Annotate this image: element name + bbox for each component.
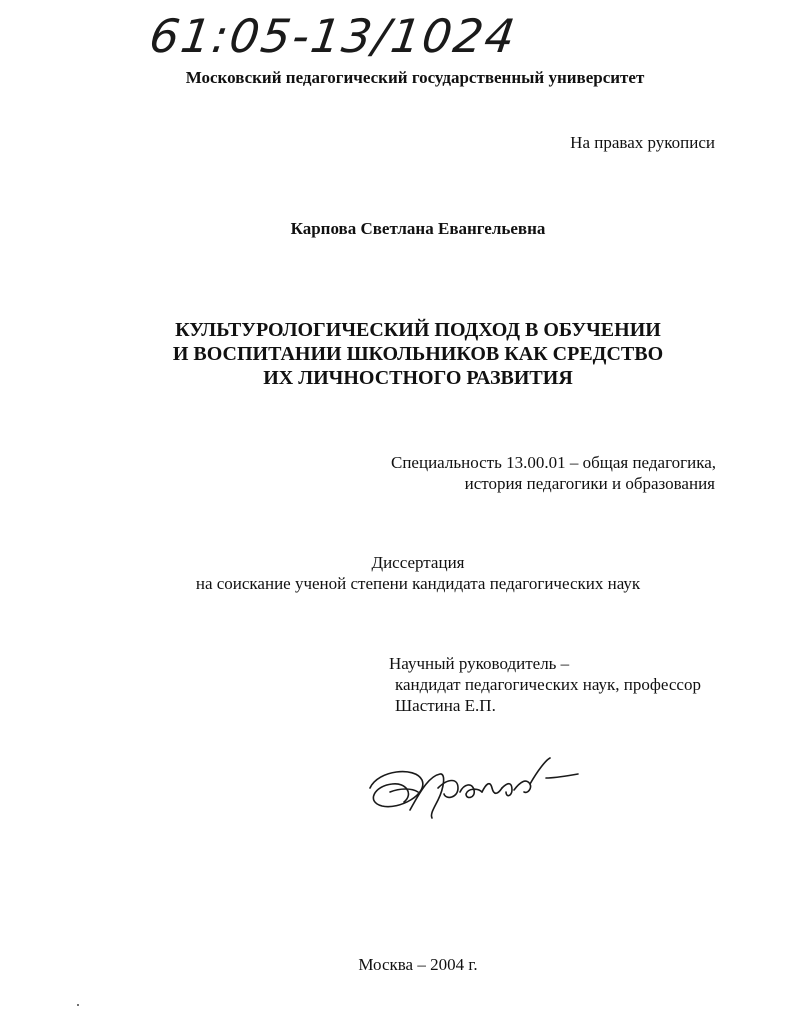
signature-icon	[360, 748, 590, 828]
supervisor-label: Научный руководитель –	[389, 654, 570, 673]
manuscript-rights-note: На правах рукописи	[570, 133, 715, 152]
dissertation-label: Диссертация	[371, 553, 465, 572]
specialty-line-1: Специальность 13.00.01 – общая педагогика,	[391, 453, 716, 472]
city-year: Москва – 2004 г.	[358, 955, 478, 974]
scan-speck	[77, 1004, 79, 1006]
supervisor-block	[389, 653, 701, 716]
dissertation-degree: на соискание ученой степени кандидата педагогических наук	[195, 574, 641, 593]
supervisor-title: кандидат педагогических наук, профессор	[395, 675, 701, 694]
specialty-block	[391, 452, 716, 494]
university-name: Московский педагогический государственный университет	[185, 68, 645, 87]
thesis-title-line-1: КУЛЬТУРОЛОГИЧЕСКИЙ ПОДХОД В ОБУЧЕНИИ	[175, 319, 661, 341]
specialty-line-2: история педагогики и образования	[464, 474, 715, 493]
handwritten-catalog-number: 61:05-13/1024	[146, 9, 521, 63]
dissertation-block	[0, 552, 799, 594]
thesis-title-line-2: И ВОСПИТАНИИ ШКОЛЬНИКОВ КАК СРЕДСТВО	[172, 343, 664, 365]
thesis-title-line-3: ИХ ЛИЧНОСТНОГО РАЗВИТИЯ	[263, 367, 573, 389]
author-name: Карпова Светлана Евангельевна	[290, 219, 546, 238]
supervisor-name: Шастина Е.П.	[395, 696, 496, 715]
thesis-title	[0, 318, 799, 390]
